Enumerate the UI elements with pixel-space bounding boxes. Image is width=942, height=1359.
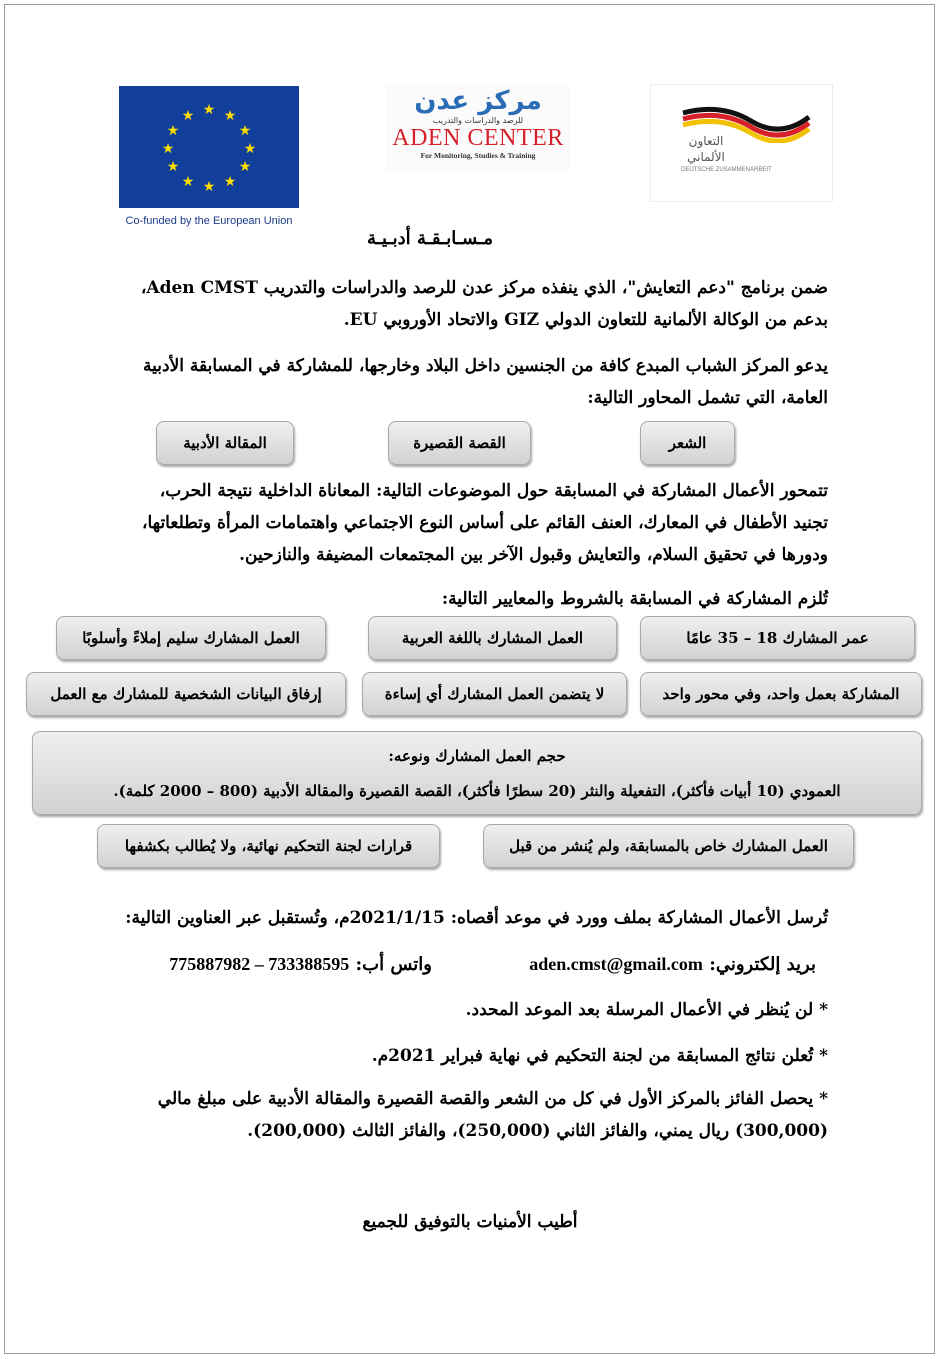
email-address[interactable]: aden.cmst@gmail.com: [529, 954, 703, 974]
note-prizes: [110, 1083, 828, 1147]
topics-paragraph: [110, 475, 828, 571]
whatsapp-label: واتس أب:: [355, 954, 432, 975]
giz-logo: [650, 84, 833, 202]
eu-caption: Co-funded by the European Union: [125, 215, 293, 227]
note-prizes-line-2: (300,000) ريال يمني، والفائز الثاني (250,000)، والفائز الثالث (200,000).: [247, 1121, 828, 1141]
giz-arabic: التعاون الألماني: [687, 134, 725, 164]
condition-no-offense: لا يتضمن العمل المشارك أي إساءة: [362, 672, 627, 716]
svg-text:★: ★: [238, 159, 252, 175]
note-deadline: * لن يُنظر في الأعمال المرسلة بعد الموعد المحدد.: [465, 1000, 828, 1020]
svg-text:★: ★: [202, 102, 216, 118]
condition-age: عمر المشارك 18 – 35 عامًا: [640, 616, 915, 660]
eu-logo: [119, 86, 299, 226]
invite-line-1: يدعو المركز الشباب المبدع كافة من الجنسين داخل البلاد وخارجها، للمشاركة في المسابقة الأدبية: [143, 356, 828, 376]
condition-arabic: العمل المشارك باللغة العربية: [368, 616, 617, 660]
eu-flag-icon: [119, 86, 299, 208]
work-size-box: [32, 731, 922, 815]
svg-text:★: ★: [181, 174, 195, 190]
work-size-detail: العمودي (10 أبيات فأكثر)، التفعيلة والنثر (20 سطرًا فأكثر)، القصة القصيرة والمقالة الأدبية (800 – 2000 كلمة).: [113, 781, 841, 800]
axis-literary-essay: المقالة الأدبية: [156, 421, 294, 465]
intro-line-2: بدعم من الوكالة الألمانية للتعاون الدولي GIZ والاتحاد الأوروبي EU.: [343, 310, 828, 330]
whatsapp-numbers: 775887982 – 733388595: [169, 954, 350, 974]
svg-text:★: ★: [166, 159, 180, 175]
svg-text:★: ★: [223, 108, 237, 124]
work-size-heading: حجم العمل المشارك ونوعه:: [388, 746, 566, 765]
condition-one-work: المشاركة بعمل واحد، وفي محور واحد: [640, 672, 922, 716]
aden-arabic-name: مركز عدن: [414, 86, 542, 116]
topics-line-1: تتمحور الأعمال المشاركة في المسابقة حول الموضوعات التالية: المعاناة الداخلية نتيجة الحرب،: [159, 481, 828, 501]
invite-paragraph: [110, 350, 828, 414]
note-results: * تُعلن نتائج المسابقة من لجنة التحكيم في نهاية فبراير 2021م.: [371, 1046, 828, 1066]
svg-text:★: ★: [223, 174, 237, 190]
condition-spelling: العمل المشارك سليم إملاءً وأسلوبًا: [56, 616, 326, 660]
svg-text:★: ★: [181, 108, 195, 124]
giz-german: DEUTSCHE ZUSAMMENARBEIT: [681, 167, 772, 173]
submission-text: تُرسل الأعمال المشاركة بملف وورد في موعد أقصاه: 2021/1/15م، وتُستقبل عبر العناوين التالية:: [125, 908, 828, 928]
topics-line-2: تجنيد الأطفال في المعارك، العنف القائم على أساس النوع الاجتماعي واهتمامات المرأة وتطلعاتها،: [141, 513, 828, 533]
aden-arabic-sub: للرصد والدراسات والتدريب: [432, 116, 524, 125]
note-prizes-line-1: * يحصل الفائز بالمركز الأول في كل من الشعر والقصة القصيرة والمقالة الأدبية على مبلغ مالي: [157, 1089, 828, 1109]
svg-text:★: ★: [238, 123, 252, 139]
condition-exclusive: العمل المشارك خاص بالمسابقة، ولم يُنشر من قبل: [483, 824, 854, 868]
conditions-heading: تُلزم المشاركة في المسابقة بالشروط والمعايير التالية:: [441, 589, 828, 609]
svg-text:★: ★: [161, 141, 175, 157]
whatsapp-line: [110, 948, 432, 981]
intro-paragraph: [110, 272, 828, 336]
topics-line-3: ودورها في تحقيق السلام، والتعايش وقبول الآخر بين المجتمعات المضيفة والنازحين.: [239, 545, 828, 565]
condition-personal-data: إرفاق البيانات الشخصية للمشارك مع العمل: [26, 672, 346, 716]
email-line: [470, 948, 816, 981]
aden-english-sub: For Monitoring, Studies & Training: [420, 151, 536, 160]
condition-jury-decisions: قرارات لجنة التحكيم نهائية، ولا يُطالب بكشفها: [97, 824, 440, 868]
invite-line-2: العامة، التي تشمل المحاور التالية:: [587, 388, 828, 408]
closing-text: أطيب الأمنيات بالتوفيق للجميع: [362, 1212, 578, 1232]
aden-english-name: ADEN CENTER: [392, 125, 564, 151]
aden-center-logo: [386, 84, 570, 172]
page-title: مـسـابـقـة أدبـيـة: [367, 228, 493, 249]
svg-text:★: ★: [243, 141, 257, 157]
svg-text:★: ★: [166, 123, 180, 139]
email-label: بريد إلكتروني:: [709, 954, 816, 975]
axis-poetry: الشعر: [640, 421, 735, 465]
svg-text:★: ★: [202, 179, 216, 195]
intro-line-1: ضمن برنامج "دعم التعايش"، الذي ينفذه مركز عدن للرصد والدراسات والتدريب Aden CMST،: [140, 278, 828, 298]
axis-short-story: القصة القصيرة: [388, 421, 531, 465]
